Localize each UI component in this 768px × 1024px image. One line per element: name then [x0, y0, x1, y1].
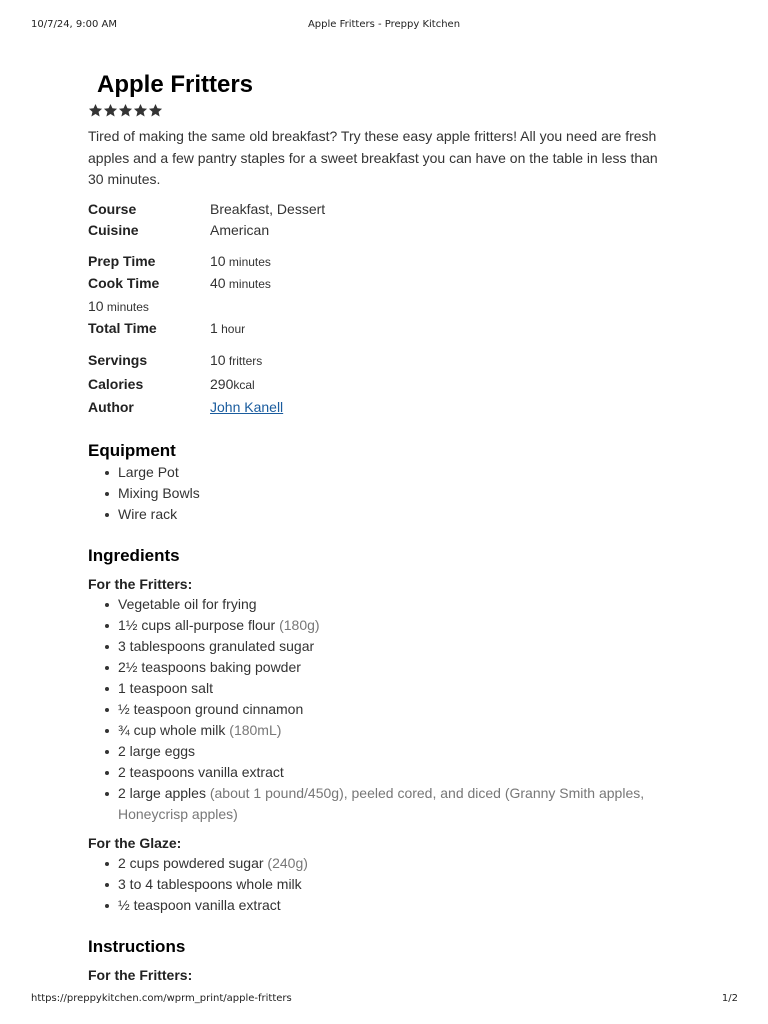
ingredient-text: 2 large eggs	[118, 743, 196, 759]
list-item	[102, 636, 688, 657]
star-icon	[103, 103, 118, 118]
ingredient-note: (240g)	[263, 855, 308, 871]
ingredient-group-title: For the Fritters:	[88, 576, 193, 592]
meta-label: Total Time	[88, 320, 157, 336]
print-date: 10/7/24, 9:00 AM	[31, 19, 118, 30]
meta-value: Breakfast, Dessert	[210, 200, 326, 217]
list-item	[102, 853, 688, 874]
meta-value	[210, 318, 245, 341]
print-page-title: Apple Fritters - Preppy Kitchen	[307, 19, 461, 30]
meta-cook-time	[88, 273, 688, 296]
recipe-title: Apple Fritters	[97, 71, 254, 98]
meta-value	[210, 350, 262, 373]
list-item: Large Pot	[102, 462, 688, 483]
meta-servings	[88, 350, 688, 373]
meta-label: Prep Time	[88, 252, 156, 269]
list-item	[102, 762, 688, 783]
ingredient-text: 2 teaspoons vanilla extract	[118, 764, 284, 780]
print-url: https://preppykitchen.com/wprm_print/apple-fritters	[31, 993, 292, 1004]
meta-label: Cuisine	[88, 222, 139, 238]
extra-amount: 10	[88, 297, 104, 314]
ingredient-text: 2 cups powdered sugar	[118, 855, 264, 871]
fritter-ingredients-list	[102, 594, 688, 825]
list-item: Wire rack	[102, 504, 688, 525]
ingredient-text: Vegetable oil for frying	[118, 596, 257, 612]
list-item: Mixing Bowls	[102, 483, 688, 504]
meta-value	[210, 273, 271, 296]
ingredient-text: 1 teaspoon salt	[118, 680, 213, 696]
meta-extra-time	[88, 296, 688, 319]
list-item	[102, 699, 688, 720]
glaze-ingredients-list	[102, 853, 688, 916]
calories-amount: 290	[210, 376, 234, 392]
rating-stars	[88, 103, 688, 123]
ingredient-note: (180mL)	[225, 722, 282, 738]
ingredient-text: 3 tablespoons granulated sugar	[118, 638, 315, 654]
list-item	[102, 615, 688, 636]
equipment-list	[102, 462, 688, 525]
meta-label: Calories	[88, 376, 144, 392]
ingredient-group-title: For the Glaze:	[88, 835, 182, 851]
total-unit: hour	[217, 322, 246, 336]
list-item	[102, 678, 688, 699]
meta-author	[88, 397, 688, 419]
calories-unit: kcal	[233, 378, 255, 392]
recipe-card	[88, 70, 688, 985]
total-amount: 1	[210, 320, 218, 336]
star-icon	[118, 103, 133, 118]
list-item	[102, 720, 688, 741]
prep-unit: minutes	[225, 254, 271, 269]
ingredient-note: (180g)	[275, 617, 320, 633]
print-footer	[0, 993, 768, 1007]
servings-amount: 10	[210, 351, 226, 368]
star-icon	[133, 103, 148, 118]
servings-unit: fritters	[225, 353, 263, 368]
list-item	[102, 657, 688, 678]
ingredient-note: (about 1 pound/450g), peeled cored, and diced (Granny Smith apples, Honeycrisp apples)	[118, 785, 645, 822]
meta-value	[210, 374, 255, 397]
instructions-heading: Instructions	[88, 937, 186, 956]
ingredient-text: 3 to 4 tablespoons whole milk	[118, 876, 302, 892]
author-link[interactable]: John Kanell	[210, 398, 284, 415]
ingredient-text: ½ teaspoon vanilla extract	[118, 897, 281, 913]
star-icon	[148, 103, 163, 118]
meta-prep-time	[88, 251, 688, 274]
prep-amount: 10	[210, 252, 226, 269]
meta-label: Servings	[88, 351, 148, 368]
meta-label: Author	[88, 398, 134, 415]
meta-value: American	[210, 222, 270, 238]
recipe-meta	[88, 199, 688, 419]
meta-label: Course	[88, 200, 137, 217]
meta-value	[210, 251, 271, 274]
ingredient-text: 2½ teaspoons baking powder	[118, 659, 301, 675]
ingredient-text: ½ teaspoon ground cinnamon	[118, 701, 304, 717]
print-header	[0, 19, 768, 33]
cook-unit: minutes	[225, 277, 271, 291]
ingredient-text: ¾ cup whole milk	[118, 722, 226, 738]
meta-cuisine	[88, 220, 688, 242]
ingredient-text: 1½ cups all-purpose flour	[118, 617, 276, 633]
meta-label: Cook Time	[88, 275, 160, 291]
meta-calories	[88, 374, 688, 397]
ingredient-text: 2 large apples	[118, 785, 206, 801]
page-number: 1/2	[721, 993, 738, 1004]
list-item	[102, 783, 688, 825]
list-item	[102, 895, 688, 916]
list-item	[102, 741, 688, 762]
extra-unit: minutes	[103, 299, 149, 314]
cook-amount: 40	[210, 275, 226, 291]
meta-course	[88, 199, 688, 221]
list-item	[102, 594, 688, 615]
list-item	[102, 874, 688, 895]
recipe-summary: Tired of making the same old breakfast? Try these easy apple fritters! All you need are fresh apples and a few pantry staples for a sweet breakfast you can have on the table in less than 30 minutes.	[88, 128, 658, 187]
instruction-group-title: For the Fritters:	[88, 967, 193, 983]
meta-total-time	[88, 318, 688, 341]
ingredients-heading: Ingredients	[88, 546, 180, 565]
star-icon	[88, 103, 103, 118]
equipment-heading: Equipment	[88, 441, 176, 460]
